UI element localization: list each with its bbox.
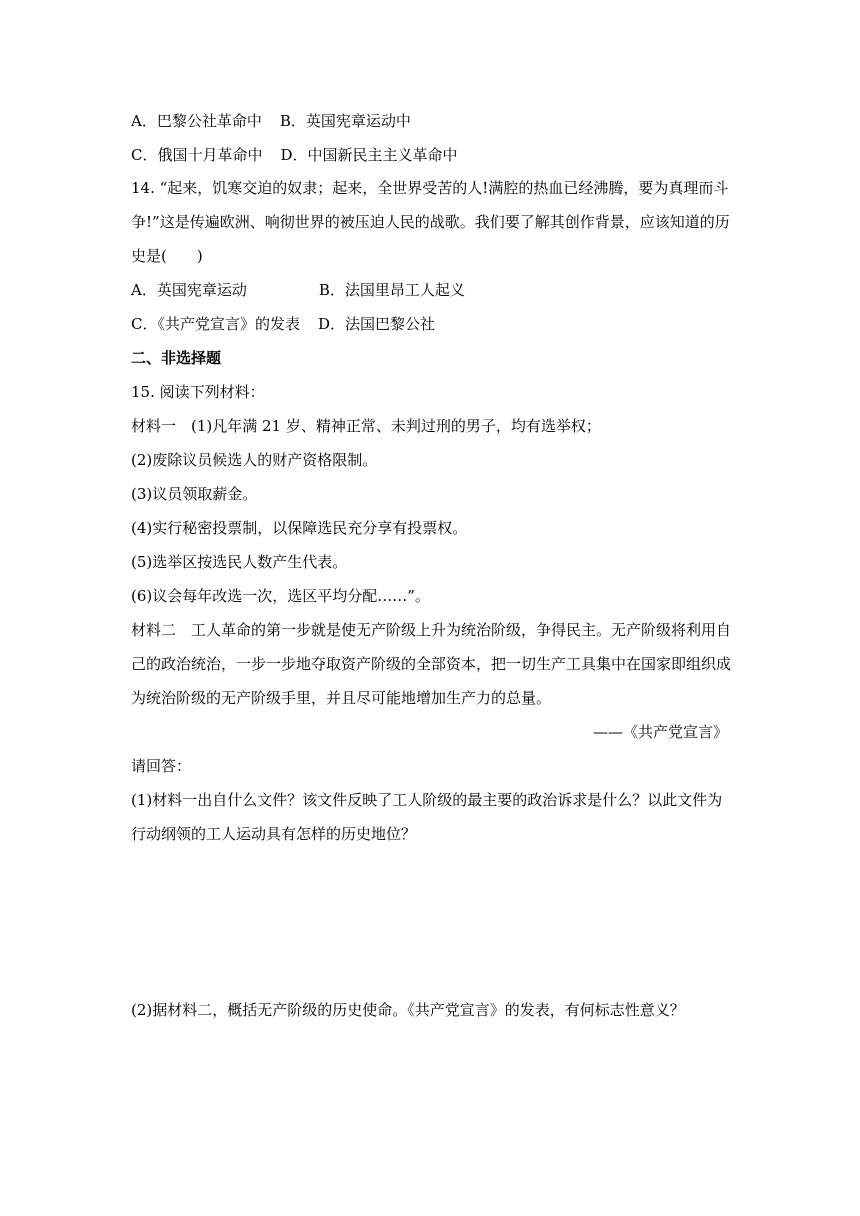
q13-option-a: A．巴黎公社革命中	[131, 112, 262, 130]
q14-option-a: A．英国宪章运动	[131, 281, 247, 299]
q14-option-d: D．法国巴黎公社	[317, 315, 436, 333]
material2-line: 为统治阶级的无产阶级手里，并且尽可能地增加生产力的总量。	[131, 689, 552, 707]
material1-line: (3)议员领取薪金。	[131, 485, 258, 503]
q13-option-d: D．中国新民主主义革命中	[280, 146, 458, 164]
material1-line: 材料一 (1)凡年满 21 岁、精神正常、未判过刑的男子，均有选举权；	[131, 417, 601, 435]
material1-line: (2)废除议员候选人的财产资格限制。	[131, 451, 378, 469]
answer-prompt: 请回答：	[131, 757, 192, 775]
q13-options-row-2	[131, 145, 458, 165]
q13-option-b: B．英国宪章运动中	[279, 112, 411, 130]
answer-space-1[interactable]	[131, 850, 731, 990]
q15-intro: 15. 阅读下列材料：	[131, 383, 265, 401]
q14-stem-line-3: 史是( )	[131, 247, 203, 265]
material2-source: ——《共产党宣言》	[592, 723, 728, 741]
answer-space-2[interactable]	[131, 1030, 731, 1180]
q14-options-row-1	[131, 280, 465, 300]
material1-line: (5)选举区按选民人数产生代表。	[131, 553, 348, 571]
q14-stem-line-2: 争!”这是传遍欧洲、响彻世界的被压迫人民的战歌。我们要了解其创作背景，应该知道的历	[131, 213, 730, 231]
q14-stem-line-1: 14. “起来，饥寒交迫的奴隶；起来，全世界受苦的人!满腔的热血已经沸腾，要为真理而斗	[131, 179, 729, 197]
q13-option-c: C．俄国十月革命中	[131, 146, 263, 164]
q14-option-c: C．《共产党宣言》的发表	[131, 315, 300, 333]
subquestion-2: (2)据材料二，概括无产阶级的历史使命。《共产党宣言》的发表，有何标志性意义？	[131, 1001, 685, 1019]
section-heading: 二、非选择题	[131, 349, 222, 367]
q14-options-row-2	[131, 314, 435, 334]
q13-options-row-1	[131, 111, 411, 131]
material2-line: 材料二 工人革命的第一步就是使无产阶级上升为统治阶级，争得民主。无产阶级将利用自	[131, 621, 732, 639]
subquestion-1-line: 行动纲领的工人运动具有怎样的历史地位？	[131, 825, 417, 843]
material1-line: (6)议会每年改选一次，选区平均分配……”。	[131, 587, 430, 605]
material1-line: (4)实行秘密投票制，以保障选民充分享有投票权。	[131, 519, 468, 537]
q14-option-b: B．法国里昂工人起义	[318, 281, 465, 299]
subquestion-1-line: (1)材料一出自什么文件？该文件反映了工人阶级的最主要的政治诉求是什么？以此文件为	[131, 791, 723, 809]
material2-line: 己的政治统治，一步一步地夺取资产阶级的全部资本，把一切生产工具集中在国家即组织成	[131, 655, 732, 673]
